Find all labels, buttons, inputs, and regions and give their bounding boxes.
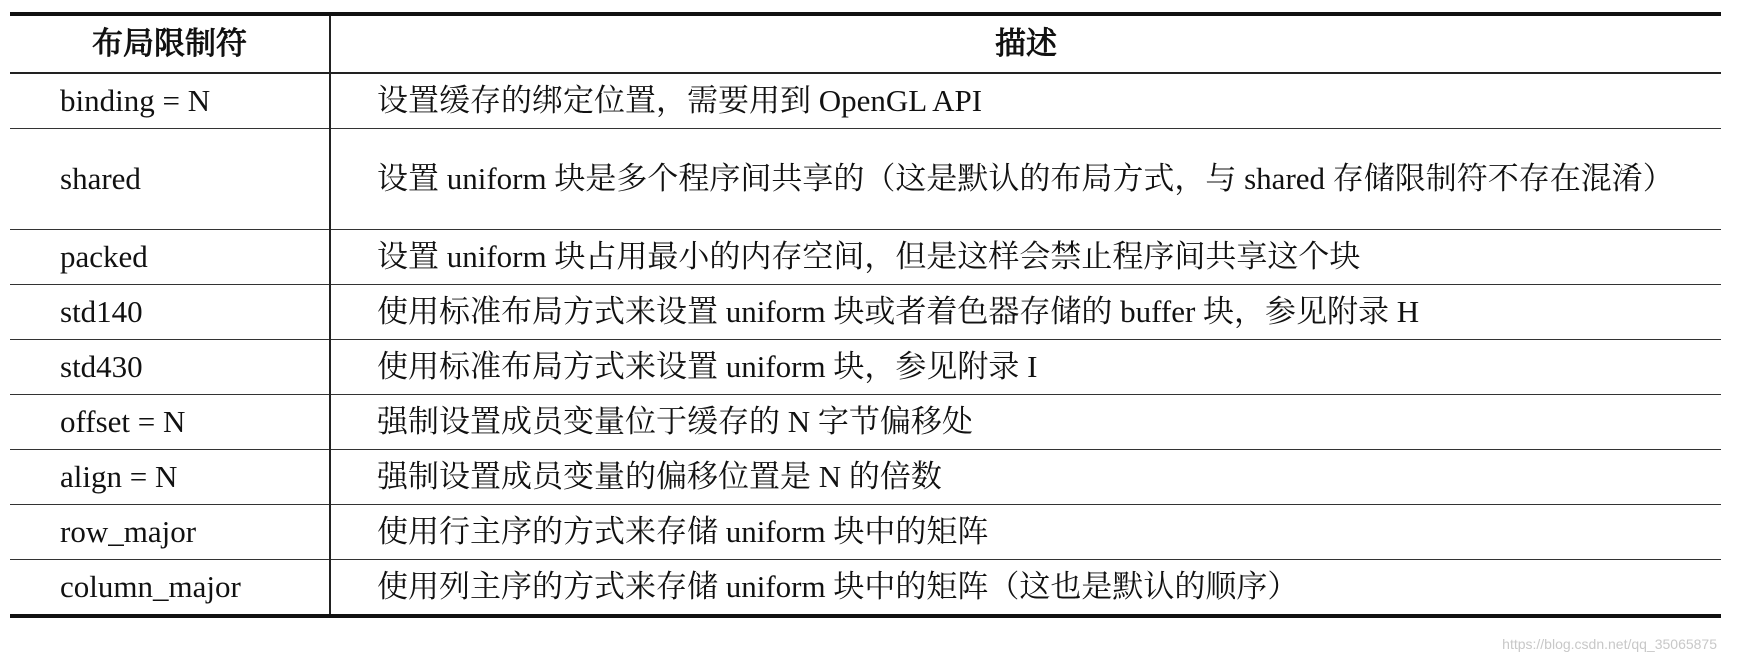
table-row (10, 340, 1721, 395)
description-cell: 强制设置成员变量的偏移位置是 N 的倍数 (330, 450, 1721, 505)
table-header-row (10, 14, 1721, 73)
watermark: https://blog.csdn.net/qq_35065875 (1502, 636, 1717, 652)
table-row (10, 129, 1721, 230)
table-row (10, 395, 1721, 450)
table-row (10, 560, 1721, 617)
description-cell: 强制设置成员变量位于缓存的 N 字节偏移处 (330, 395, 1721, 450)
qualifier-cell: packed (10, 230, 330, 285)
header-qualifier: 布局限制符 (10, 14, 330, 73)
description-cell: 使用标准布局方式来设置 uniform 块，参见附录 I (330, 340, 1721, 395)
table-row (10, 285, 1721, 340)
table-row (10, 73, 1721, 129)
qualifier-cell: std430 (10, 340, 330, 395)
table-row (10, 505, 1721, 560)
qualifier-cell: row_major (10, 505, 330, 560)
qualifier-cell: offset = N (10, 395, 330, 450)
qualifier-cell: column_major (10, 560, 330, 617)
qualifier-cell: binding = N (60, 83, 211, 118)
description-cell: 使用标准布局方式来设置 uniform 块或者着色器存储的 buffer 块，参见附录 H (330, 285, 1721, 340)
description-cell: 设置 uniform 块占用最小的内存空间，但是这样会禁止程序间共享这个块 (330, 230, 1721, 285)
description-cell: 设置 uniform 块是多个程序间共享的（这是默认的布局方式，与 shared 存储限制符不存在混淆） (330, 129, 1721, 230)
description-cell: 使用列主序的方式来存储 uniform 块中的矩阵（这也是默认的顺序） (330, 560, 1721, 617)
table-row (10, 450, 1721, 505)
header-description: 描述 (330, 14, 1721, 73)
qualifier-cell: std140 (10, 285, 330, 340)
document-page (10, 12, 1721, 618)
description-cell: 使用行主序的方式来存储 uniform 块中的矩阵 (330, 505, 1721, 560)
qualifier-cell: align = N (10, 450, 330, 505)
table-row (10, 230, 1721, 285)
description-cell: 设置缓存的绑定位置，需要用到 OpenGL API (330, 73, 1721, 129)
layout-qualifier-table (10, 12, 1721, 618)
qualifier-cell: shared (10, 129, 330, 230)
